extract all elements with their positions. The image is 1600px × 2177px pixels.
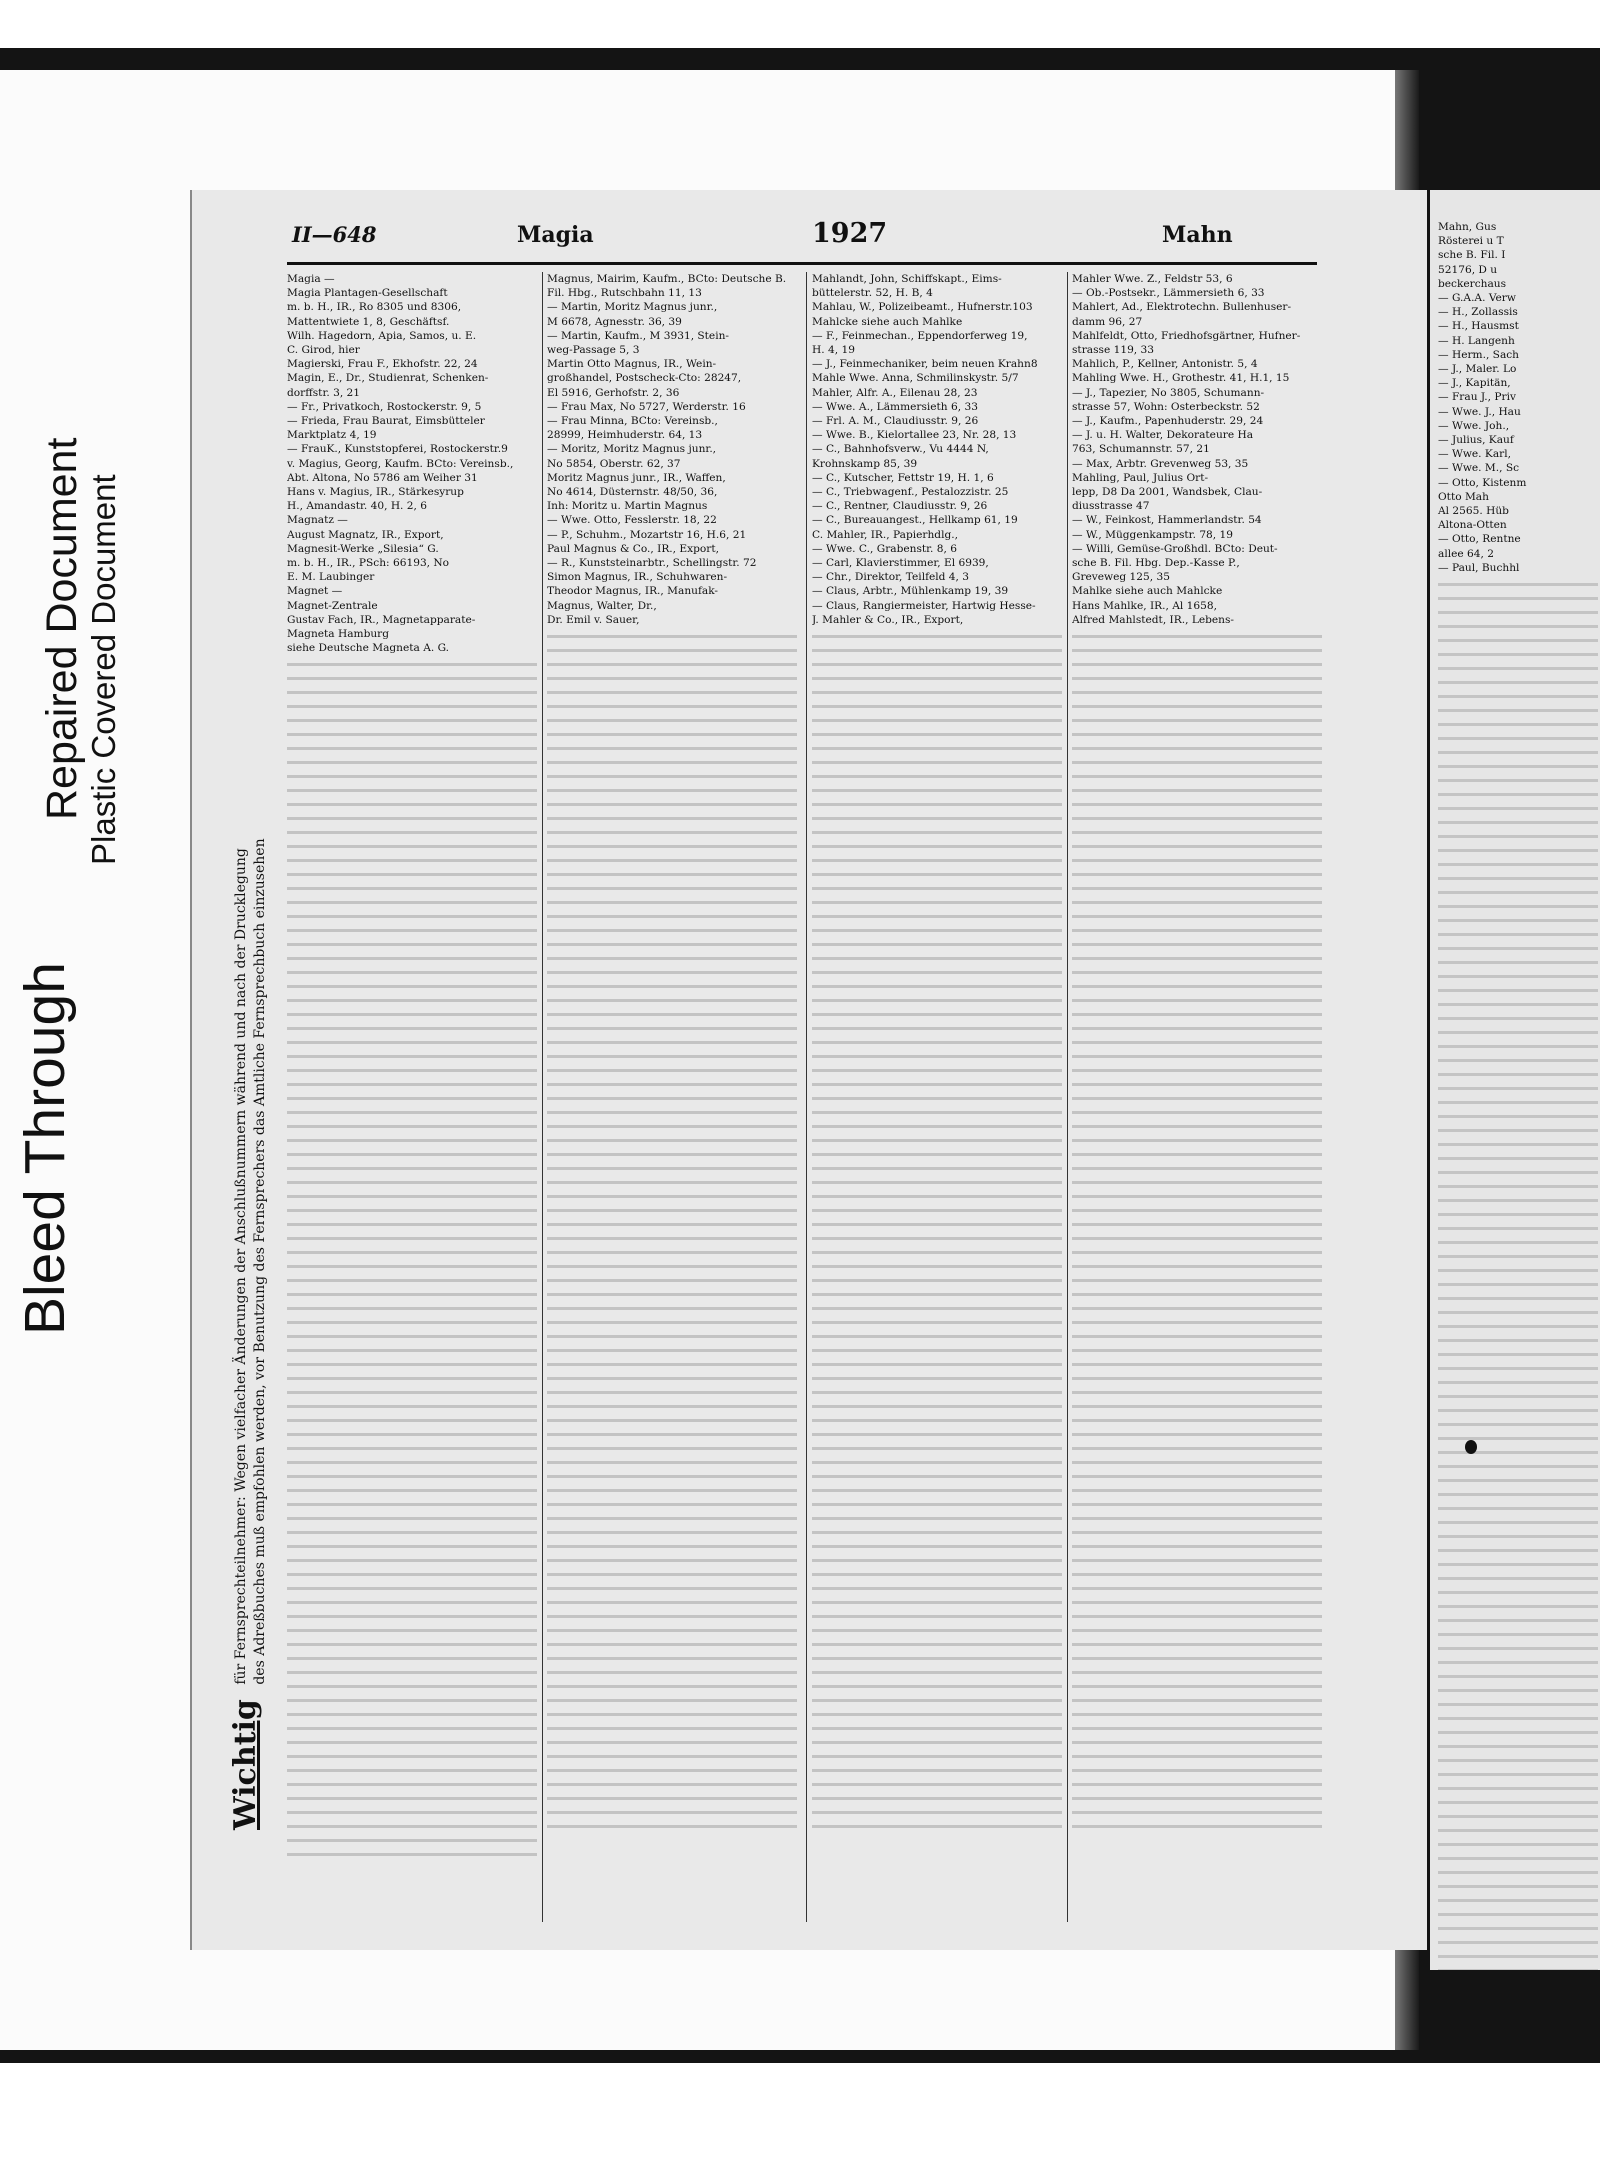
directory-entry-line: — C., Triebwagenf., Pestalozzistr. 25 xyxy=(812,486,1009,499)
wichtig-line-2: des Adreßbuches muß empfohlen werden, vor Benutzung des Fernsprechers das Amtliche Fernsprechbuch einzusehen xyxy=(252,838,268,1685)
illegible-text-block xyxy=(287,661,537,1861)
facing-page-line: — H., Zollassis xyxy=(1438,306,1518,319)
directory-entry-line: Mahlcke siehe auch Mahlke xyxy=(812,315,963,328)
directory-entry-line: 763, Schumannstr. 57, 21 xyxy=(1072,443,1210,456)
directory-entry-line: Mahler, Alfr. A., Eilenau 28, 23 xyxy=(812,386,978,399)
facing-page-line: — H., Hausmst xyxy=(1438,320,1519,333)
stamp-plastic-covered: Plastic Covered Document xyxy=(85,474,122,865)
facing-page-line: Otto Mah xyxy=(1438,490,1489,503)
directory-entry-line: weg-Passage 5, 3 xyxy=(547,344,640,357)
directory-entry-line: — Moritz, Moritz Magnus junr., xyxy=(547,443,717,456)
facing-page-line: — Otto, Kistenm xyxy=(1438,476,1527,489)
directory-entry-line: Magierski, Frau F., Ekhofstr. 22, 24 xyxy=(287,358,478,371)
directory-entry-line: H. 4, 19 xyxy=(812,344,855,357)
directory-entry-line: strasse 119, 33 xyxy=(1072,344,1155,357)
column-divider xyxy=(1067,272,1068,1922)
directory-entry-line: — Martin, Kaufm., M 3931, Stein- xyxy=(547,329,729,342)
stamp-repaired-document: Repaired Document xyxy=(38,437,86,820)
directory-entry-line: Magnus, Mairim, Kaufm., BCto: Deutsche B. xyxy=(547,273,787,285)
directory-entry-line: Alfred Mahlstedt, IR., Lebens- xyxy=(1072,613,1235,626)
illegible-text-block xyxy=(547,633,797,1833)
directory-entry-line: Magia — xyxy=(287,273,335,285)
directory-entry-line: — P., Schuhm., Mozartstr 16, H.6, 21 xyxy=(547,528,747,541)
facing-page-line: — Frau J., Priv xyxy=(1438,391,1516,404)
header-left-word: Magia xyxy=(517,222,594,248)
directory-entry-line: — Wwe. A., Lämmersieth 6, 33 xyxy=(812,400,978,413)
directory-entry-line: — Carl, Klavierstimmer, El 6939, xyxy=(812,557,989,570)
directory-entry-line: Magnatz — xyxy=(287,514,348,527)
directory-entry-line: Mahlfeldt, Otto, Friedhofsgärtner, Hufner- xyxy=(1072,329,1301,342)
directory-entry-line: Mahlich, P., Kellner, Antonistr. 5, 4 xyxy=(1072,358,1258,371)
directory-entry-line: Magia Plantagen-Gesellschaft xyxy=(287,287,448,300)
facing-page-line: — J., Kapitän, xyxy=(1438,377,1511,390)
facing-page-line: — Julius, Kauf xyxy=(1438,434,1514,447)
facing-page-line: — Paul, Buchhl xyxy=(1438,561,1520,574)
directory-entry-line: Greveweg 125, 35 xyxy=(1072,571,1170,584)
directory-entry-line: — W., Feinkost, Hammerlandstr. 54 xyxy=(1072,514,1262,527)
facing-page-line: — Wwe. Joh., xyxy=(1438,419,1510,432)
wichtig-word: Wichtig xyxy=(228,1699,263,1830)
facing-page-line: sche B. Fil. I xyxy=(1438,249,1506,262)
directory-entry-line: m. b. H., IR., PSch: 66193, No xyxy=(287,557,450,570)
directory-entry-line: — C., Rentner, Claudiusstr. 9, 26 xyxy=(812,500,988,513)
directory-entry-line: No 5854, Oberstr. 62, 37 xyxy=(547,457,681,470)
directory-entry-line: — Martin, Moritz Magnus junr., xyxy=(547,301,718,314)
directory-entry-line: dorffstr. 3, 21 xyxy=(287,386,361,399)
directory-entry-line: Magneta Hamburg xyxy=(287,628,390,641)
directory-entry-line: großhandel, Postscheck-Cto: 28247, xyxy=(547,372,742,385)
page-number: II—648 xyxy=(292,222,377,247)
facing-page-line: beckerchaus xyxy=(1438,277,1507,290)
facing-page-line: Rösterei u T xyxy=(1438,235,1504,248)
directory-entry-line: Martin Otto Magnus, IR., Wein- xyxy=(547,358,717,371)
directory-entry-line: — Claus, Rangiermeister, Hartwig Hesse- xyxy=(812,599,1036,612)
directory-entry-line: — F., Feinmechan., Eppendorferweg 19, xyxy=(812,329,1028,342)
facing-page-line: — J., Maler. Lo xyxy=(1438,363,1517,376)
directory-entry-line: Magnesit-Werke „Silesia“ G. xyxy=(287,542,439,555)
directory-entry-line: Mahlert, Ad., Elektrotechn. Bullenhuser- xyxy=(1072,301,1292,314)
wichtig-notice xyxy=(228,838,270,1830)
directory-entry-line: — Fr., Privatkoch, Rostockerstr. 9, 5 xyxy=(287,400,482,413)
directory-entry-line: — Ob.-Postsekr., Lämmersieth 6, 33 xyxy=(1072,287,1265,300)
directory-entry-line: Abt. Altona, No 5786 am Weiher 31 xyxy=(287,471,478,484)
directory-entry-line: Mahling Wwe. H., Grothestr. 41, H.1, 15 xyxy=(1072,372,1290,385)
directory-entry-line: No 4614, Düsternstr. 48/50, 36, xyxy=(547,486,718,499)
directory-entry-line: — FrauK., Kunststopferei, Rostockerstr.9 xyxy=(287,443,508,456)
directory-entry-line: Mahler Wwe. Z., Feldstr 53, 6 xyxy=(1072,273,1233,285)
directory-entry-line: strasse 57, Wohn: Osterbeckstr. 52 xyxy=(1072,400,1260,413)
column-divider xyxy=(542,272,543,1922)
directory-entry-line: Mahlau, W., Polizeibeamt., Hufnerstr.103 xyxy=(812,301,1033,314)
directory-column-4 xyxy=(1072,272,1322,1932)
directory-entry-line: Paul Magnus & Co., IR., Export, xyxy=(547,542,719,555)
directory-entry-line: — Wwe. C., Grabenstr. 8, 6 xyxy=(812,542,958,555)
facing-page-line: — Wwe. M., Sc xyxy=(1438,462,1520,475)
directory-entry-line: Dr. Emil v. Sauer, xyxy=(547,613,640,626)
directory-entry-line: Fil. Hbg., Rutschbahn 11, 13 xyxy=(547,287,702,300)
directory-entry-line: August Magnatz, IR., Export, xyxy=(287,528,444,541)
column-divider xyxy=(806,272,807,1922)
directory-entry-line: Mahle Wwe. Anna, Schmilinskystr. 5/7 xyxy=(812,372,1019,385)
directory-entry-line: — Frl. A. M., Claudiusstr. 9, 26 xyxy=(812,415,979,428)
directory-entry-line: — Frau Minna, BCto: Vereinsb., xyxy=(547,415,718,428)
facing-page-line: Altona-Otten xyxy=(1438,519,1507,532)
header-rule xyxy=(287,262,1317,265)
directory-entry-line: M 6678, Agnesstr. 36, 39 xyxy=(547,315,682,328)
directory-entry-line: damm 96, 27 xyxy=(1072,315,1143,328)
directory-entry-line: — Frau Max, No 5727, Werderstr. 16 xyxy=(547,400,746,413)
directory-entry-line: Mahlandt, John, Schiffskapt., Eims- xyxy=(812,273,1002,285)
directory-entry-line: — R., Kunststeinarbtr., Schellingstr. 72 xyxy=(547,557,757,570)
directory-entry-line: — J., Tapezier, No 3805, Schumann- xyxy=(1072,386,1265,399)
directory-entry-line: lepp, D8 Da 2001, Wandsbek, Clau- xyxy=(1072,486,1263,499)
ink-blot xyxy=(1465,1440,1477,1454)
facing-page-line: Mahn, Gus xyxy=(1438,221,1497,233)
facing-page-line: — Herm., Sach xyxy=(1438,348,1520,361)
facing-page-line: — G.A.A. Verw xyxy=(1438,292,1516,305)
directory-page xyxy=(190,190,1427,1950)
directory-entry-line: C. Girod, hier xyxy=(287,344,360,357)
directory-entry-line: — J., Kaufm., Papenhuderstr. 29, 24 xyxy=(1072,415,1264,428)
directory-entry-line: v. Magius, Georg, Kaufm. BCto: Vereinsb., xyxy=(287,457,514,470)
directory-entry-line: — C., Kutscher, Fettstr 19, H. 1, 6 xyxy=(812,471,994,484)
directory-entry-line: — Chr., Direktor, Teilfeld 4, 3 xyxy=(812,571,970,584)
directory-column-2 xyxy=(547,272,797,1932)
directory-entry-line: — Max, Arbtr. Grevenweg 53, 35 xyxy=(1072,457,1249,470)
directory-entry-line: Theodor Magnus, IR., Manufak- xyxy=(547,585,719,598)
directory-entry-line: Mahlke siehe auch Mahlcke xyxy=(1072,585,1223,598)
directory-entry-line: J. Mahler & Co., IR., Export, xyxy=(812,613,964,626)
directory-entry-line: C. Mahler, IR., Papierhdlg., xyxy=(812,528,958,541)
directory-entry-line: Inh: Moritz u. Martin Magnus xyxy=(547,500,708,513)
wichtig-lines xyxy=(232,838,270,1684)
directory-entry-line: — Claus, Arbtr., Mühlenkamp 19, 39 xyxy=(812,585,1009,598)
facing-page-column xyxy=(1438,220,1598,1970)
directory-entry-line: Hans Mahlke, IR., Al 1658, xyxy=(1072,599,1217,612)
directory-entry-line: — Wwe. B., Kielortallee 23, Nr. 28, 13 xyxy=(812,429,1017,442)
directory-column-1 xyxy=(287,272,537,1932)
directory-entry-line: — Wwe. Otto, Fesslerstr. 18, 22 xyxy=(547,514,717,527)
facing-page-line: Al 2565. Hüb xyxy=(1438,505,1509,518)
directory-entry-line: Hans v. Magius, IR., Stärkesyrup xyxy=(287,486,464,499)
facing-page-line: 52176, D u xyxy=(1438,263,1498,276)
directory-entry-line: Gustav Fach, IR., Magnetapparate- xyxy=(287,613,476,626)
directory-entry-line: Magnet — xyxy=(287,585,343,598)
facing-page xyxy=(1430,190,1600,1970)
directory-entry-line: E. M. Laubinger xyxy=(287,571,375,584)
stamp-bleed-through: Bleed Through xyxy=(13,962,77,1335)
facing-page-line: — H. Langenh xyxy=(1438,334,1515,347)
directory-entry-line: büttelerstr. 52, H. B, 4 xyxy=(812,287,933,300)
facing-page-line: allee 64, 2 xyxy=(1438,547,1494,560)
illegible-text-block xyxy=(812,633,1062,1833)
directory-entry-line: diusstrasse 47 xyxy=(1072,500,1150,513)
directory-entry-line: Magnus, Walter, Dr., xyxy=(547,599,657,612)
facing-page-line: — Otto, Rentne xyxy=(1438,533,1521,546)
facing-page-line: — Wwe. J., Hau xyxy=(1438,405,1521,418)
directory-entry-line: Wilh. Hagedorn, Apia, Samos, u. E. xyxy=(287,329,477,342)
directory-entry-line: Simon Magnus, IR., Schuhwaren- xyxy=(547,571,728,584)
directory-entry-line: Moritz Magnus junr., IR., Waffen, xyxy=(547,471,726,484)
directory-entry-line: siehe Deutsche Magneta A. G. xyxy=(287,642,450,655)
facing-page-line: — Wwe. Karl, xyxy=(1438,448,1511,461)
directory-entry-line: — Frieda, Frau Baurat, Eimsbütteler xyxy=(287,415,485,428)
directory-entry-line: m. b. H., IR., Ro 8305 und 8306, xyxy=(287,301,462,314)
directory-entry-line: — C., Bureauangest., Hellkamp 61, 19 xyxy=(812,514,1018,527)
directory-entry-line: — C., Bahnhofsverw., Vu 4444 N, xyxy=(812,443,989,456)
directory-entry-line: Krohnskamp 85, 39 xyxy=(812,457,918,470)
directory-entry-line: sche B. Fil. Hbg. Dep.-Kasse P., xyxy=(1072,557,1240,570)
directory-entry-line: H., Amandastr. 40, H. 2, 6 xyxy=(287,500,428,513)
directory-entry-line: Magin, E., Dr., Studienrat, Schenken- xyxy=(287,372,489,385)
header-right-word: Mahn xyxy=(1162,222,1233,248)
directory-entry-line: Marktplatz 4, 19 xyxy=(287,429,377,442)
directory-entry-line: — J. u. H. Walter, Dekorateure Ha xyxy=(1072,429,1254,442)
directory-entry-line: Magnet-Zentrale xyxy=(287,599,378,612)
directory-entry-line: — J., Feinmechaniker, beim neuen Krahn8 xyxy=(812,358,1038,371)
directory-entry-line: — Willi, Gemüse-Großhdl. BCto: Deut- xyxy=(1072,542,1278,555)
page-header xyxy=(292,218,1312,258)
directory-entry-line: — W., Müggenkampstr. 78, 19 xyxy=(1072,528,1234,541)
header-year: 1927 xyxy=(812,218,888,249)
illegible-text-block xyxy=(1438,581,1598,1970)
directory-entry-line: Mattentwiete 1, 8, Geschäftsf. xyxy=(287,315,450,328)
directory-entry-line: El 5916, Gerhofstr. 2, 36 xyxy=(547,386,680,399)
directory-entry-line: 28999, Heimhuderstr. 64, 13 xyxy=(547,429,703,442)
illegible-text-block xyxy=(1072,633,1322,1833)
directory-entry-line: Mahling, Paul, Julius Ort- xyxy=(1072,471,1209,484)
wichtig-line-1: für Fernsprechteilnehmer: Wegen vielfacher Änderungen der Anschlußnummern während und nach der Drucklegung xyxy=(233,848,249,1685)
directory-column-3 xyxy=(812,272,1062,1932)
